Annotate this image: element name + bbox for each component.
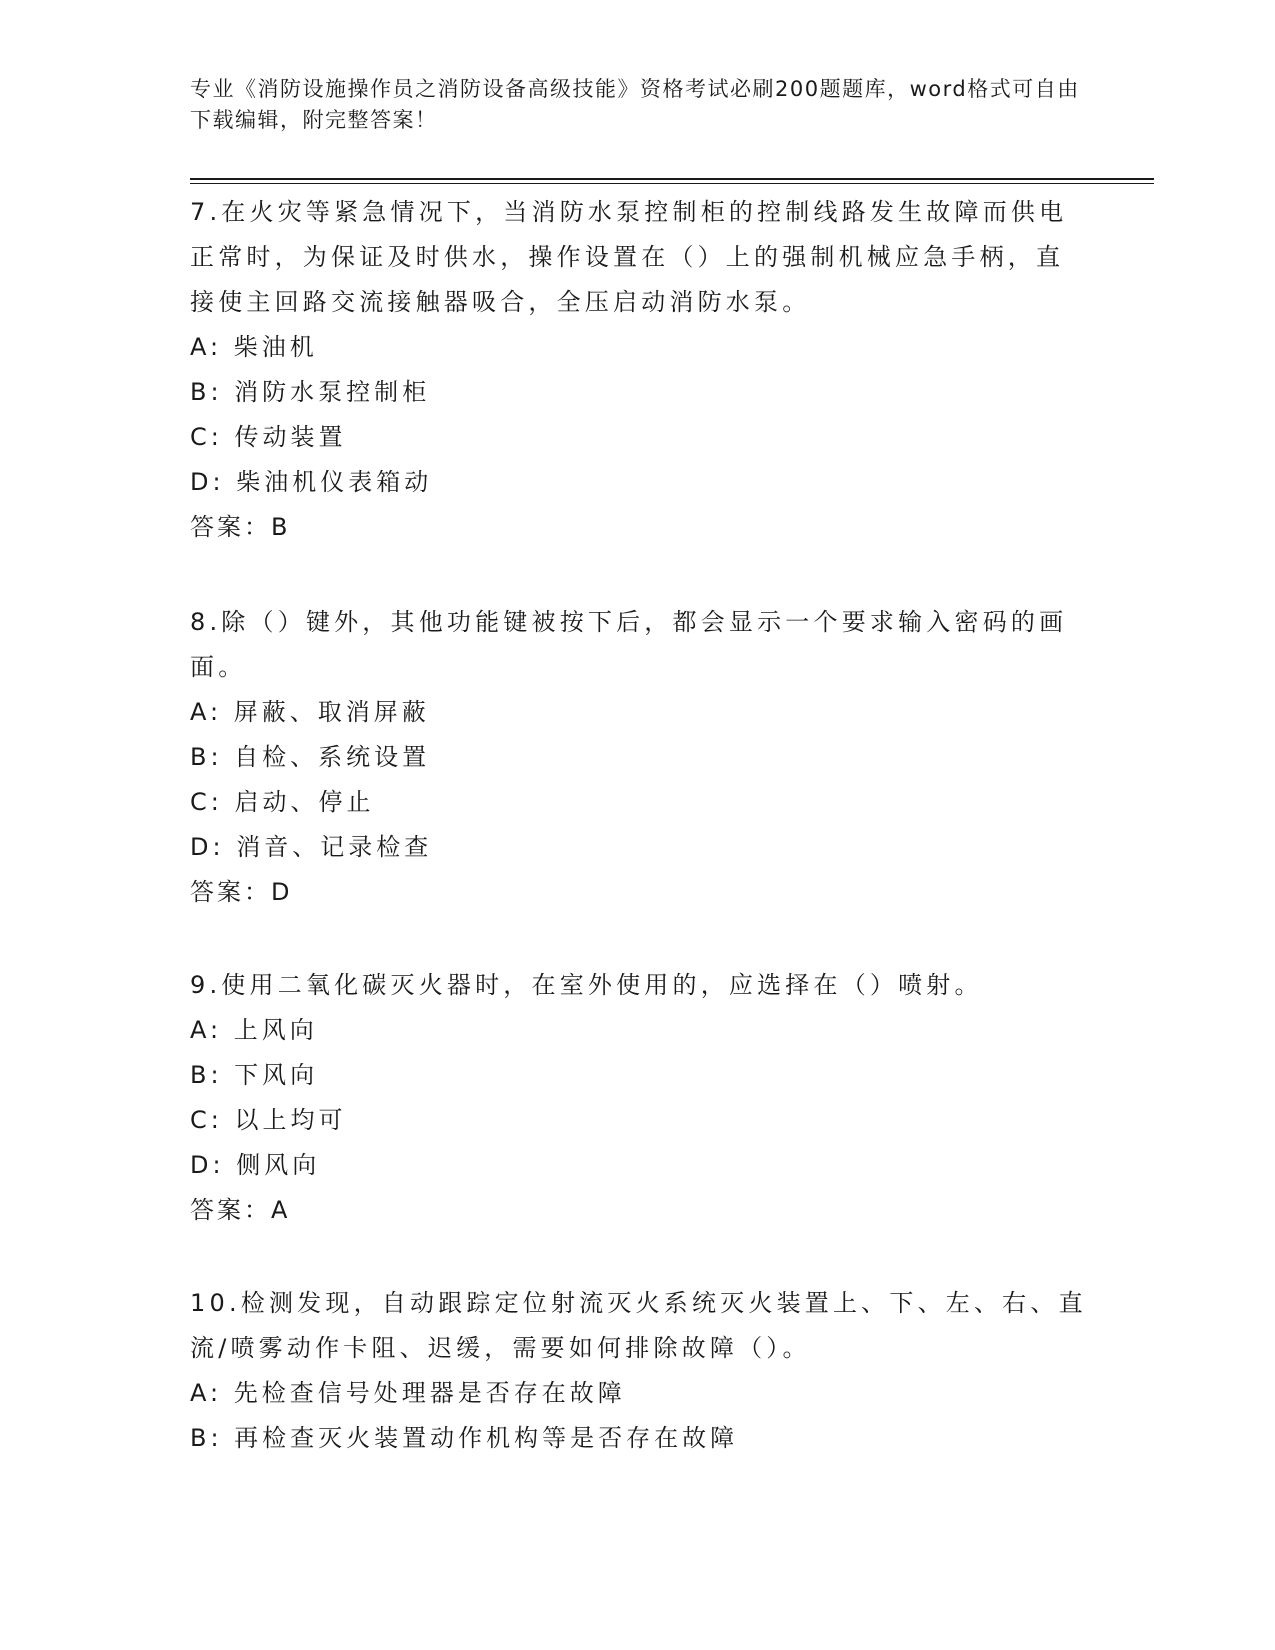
question-stem: 7.在火灾等紧急情况下，当消防水泵控制柜的控制线路发生故障而供电正常时，为保证及时供水，操作设置在（）上的强制机械应急手柄，直接使主回路交流接触器吸合，全压启动消防水泵。 (190, 198, 1068, 316)
option-b: B: 自检、系统设置 (190, 743, 431, 771)
answer-line: 答案：B (190, 513, 291, 541)
option-b: B: 下风向 (190, 1061, 319, 1089)
question-7 (190, 190, 1090, 550)
header-divider-thick (190, 178, 1154, 180)
header-divider-thin (190, 183, 1154, 184)
question-9 (190, 963, 1090, 1233)
option-a: A: 上风向 (190, 1016, 318, 1044)
option-c: C: 以上均可 (190, 1106, 347, 1134)
question-8 (190, 600, 1090, 915)
option-d: D: 消音、记录检查 (190, 833, 433, 861)
option-c: C: 启动、停止 (190, 788, 375, 816)
option-b: B: 消防水泵控制柜 (190, 378, 431, 406)
option-b: B: 再检查灭火装置动作机构等是否存在故障 (190, 1424, 739, 1452)
question-stem: 8.除（）键外，其他功能键被按下后，都会显示一个要求输入密码的画面。 (190, 608, 1068, 681)
option-c: C: 传动装置 (190, 423, 347, 451)
question-stem: 9.使用二氧化碳灭火器时，在室外使用的，应选择在（）喷射。 (190, 971, 983, 999)
question-stem: 10.检测发现，自动跟踪定位射流灭火系统灭火装置上、下、左、右、直流/喷雾动作卡阻、迟缓，需要如何排除故障（）。 (190, 1289, 1087, 1362)
header-intro-text: 专业《消防设施操作员之消防设备高级技能》资格考试必刷200题题库，word格式可自由下载编辑，附完整答案！ (190, 77, 1080, 132)
option-a: A: 先检查信号处理器是否存在故障 (190, 1379, 626, 1407)
question-10 (190, 1281, 1090, 1461)
option-a: A: 屏蔽、取消屏蔽 (190, 698, 430, 726)
option-a: A: 柴油机 (190, 333, 318, 361)
document-header (190, 74, 1090, 136)
option-d: D: 侧风向 (190, 1151, 321, 1179)
answer-line: 答案：A (190, 1196, 291, 1224)
option-d: D: 柴油机仪表箱动 (190, 468, 433, 496)
answer-line: 答案：D (190, 878, 293, 906)
